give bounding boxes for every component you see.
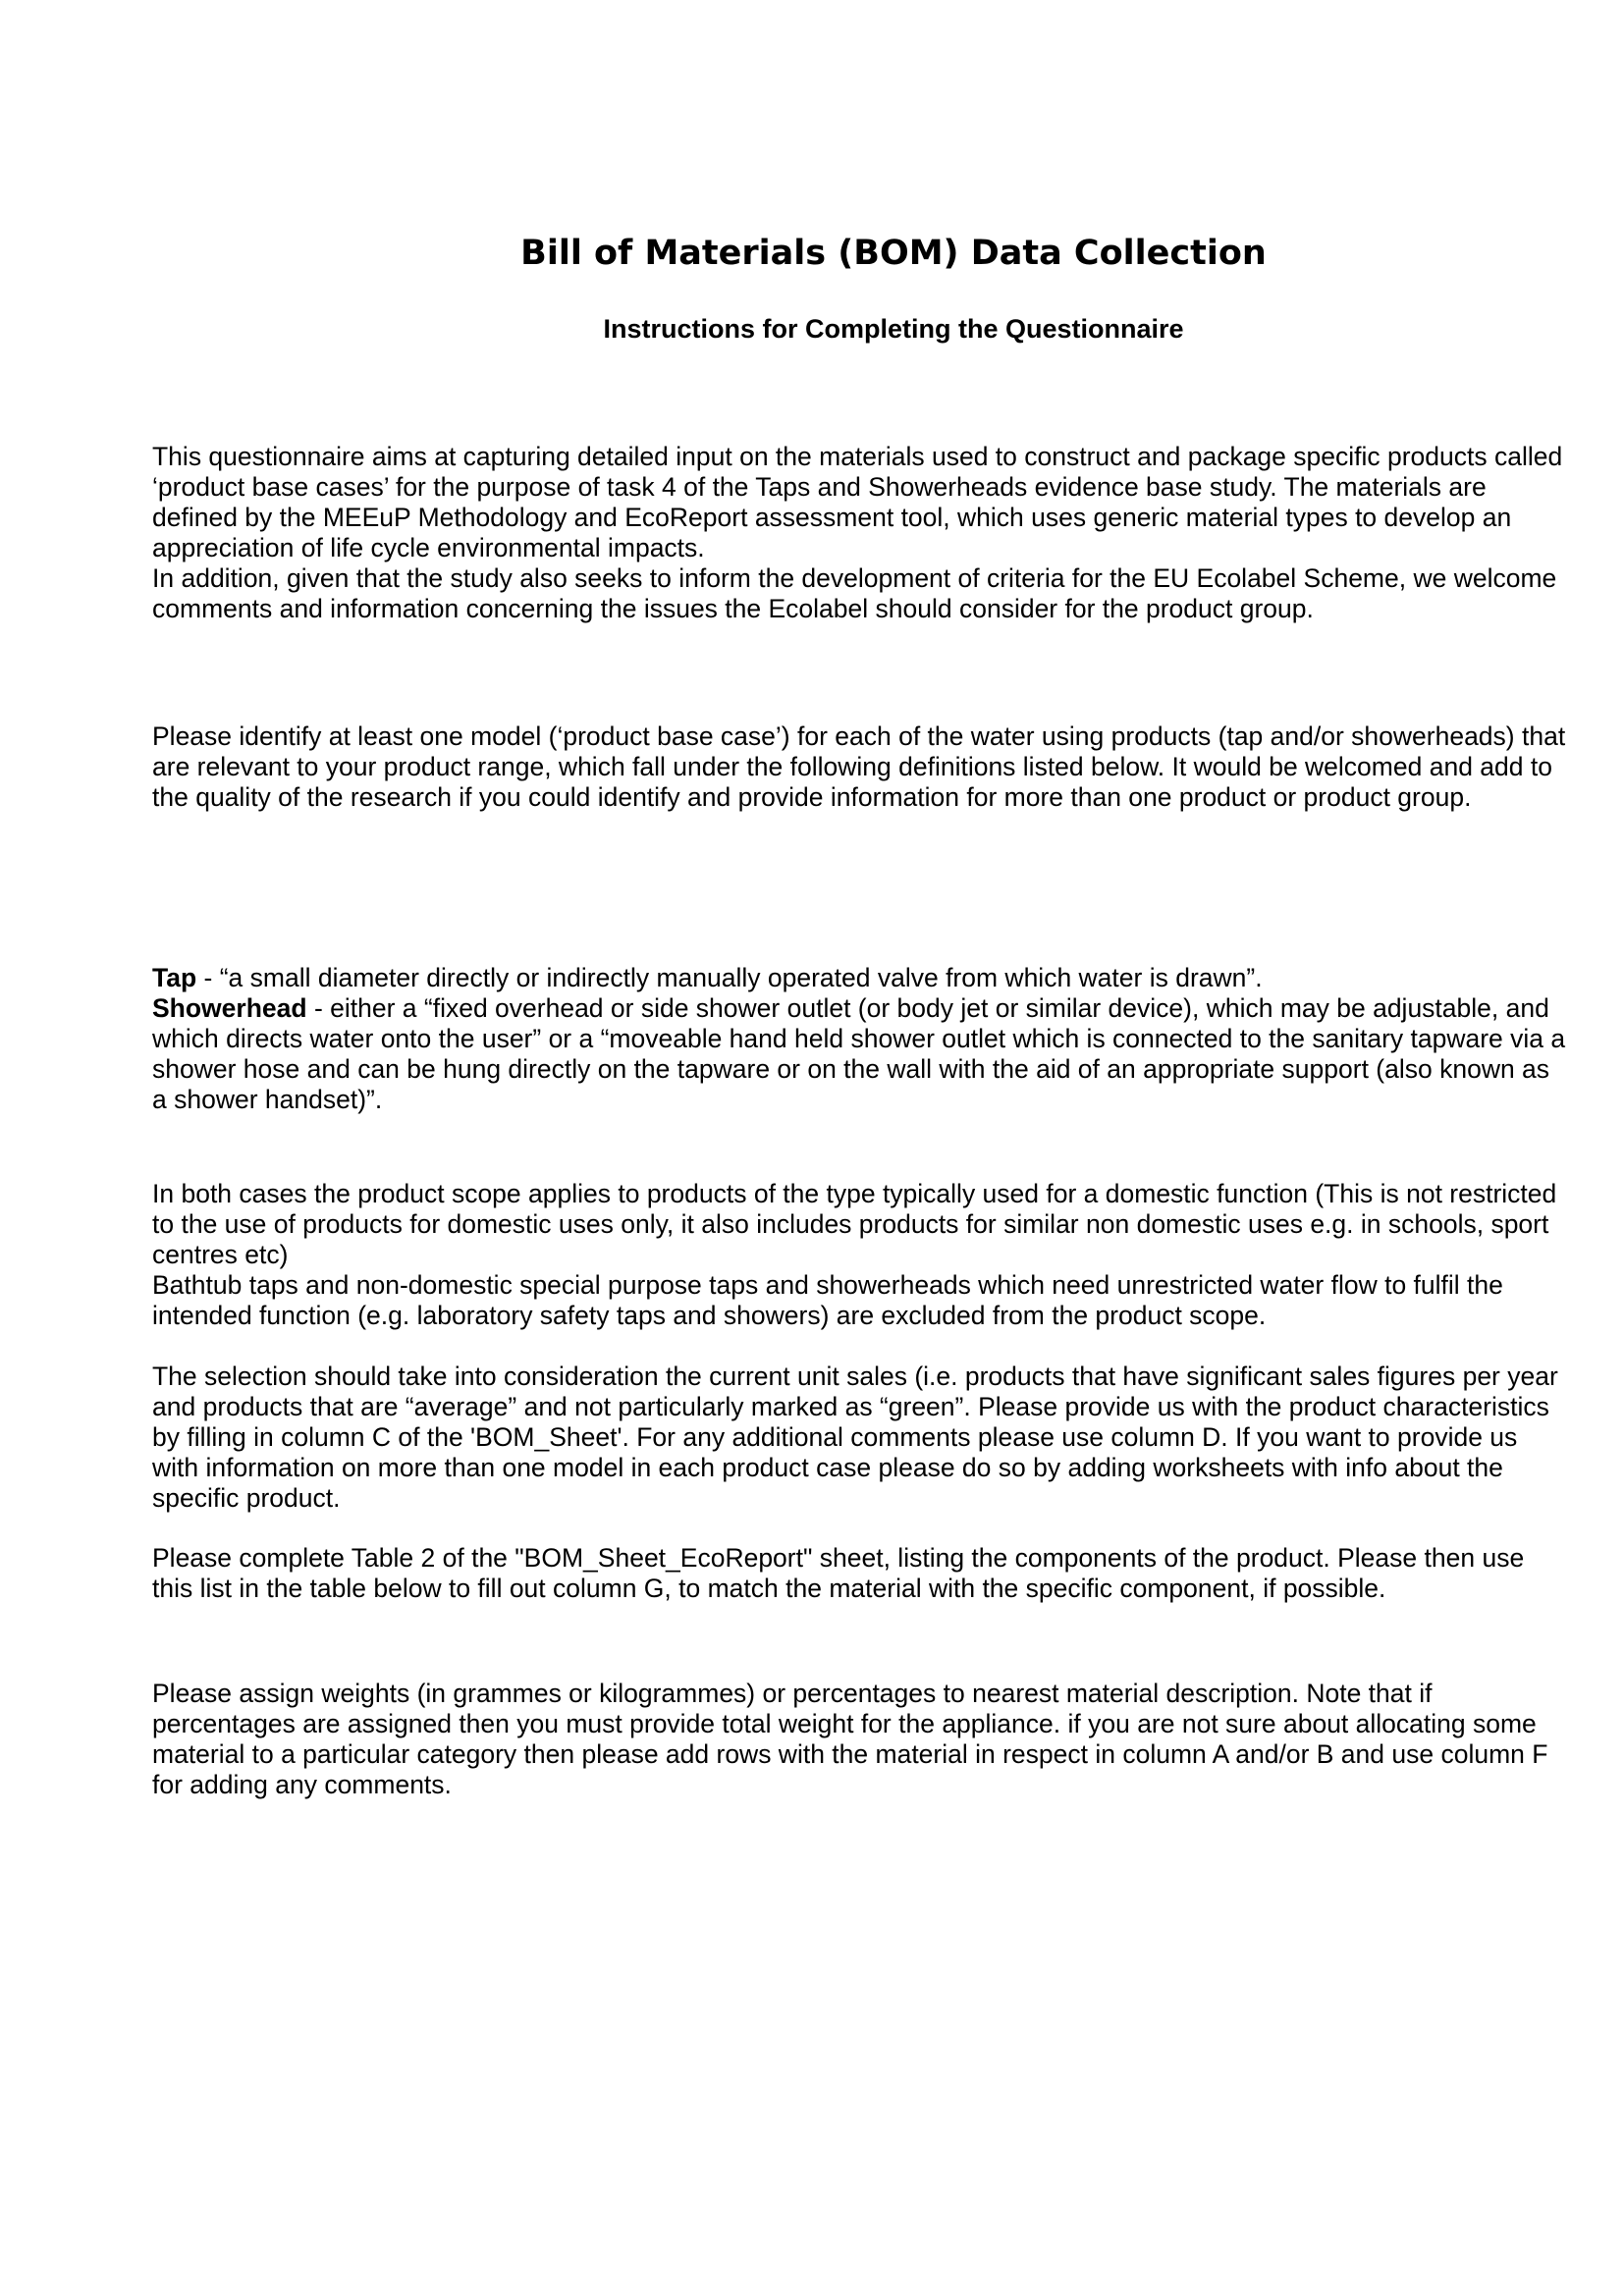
text-line: the quality of the research if you could identify and provide information for more than one product or product group.	[152, 782, 1472, 812]
tap-text: - “a small diameter directly or indirectly manually operated valve from which water is drawn”.	[196, 963, 1263, 992]
selection-paragraph	[152, 1362, 1558, 1514]
text-line: which directs water onto the user” or a “moveable hand held shower outlet which is connected to the sanitary tapware via a	[152, 1024, 1566, 1053]
text-line: ‘product base cases’ for the purpose of task 4 of the Taps and Showerheads evidence base study. The materials are	[152, 472, 1487, 502]
showerhead-term: Showerhead	[152, 993, 307, 1023]
text-line: intended function (e.g. laboratory safety taps and showers) are excluded from the product scope.	[152, 1301, 1267, 1330]
text-line: with information on more than one model in each product case please do so by adding worksheets with info about the	[152, 1453, 1503, 1482]
text-line: percentages are assigned then you must provide total weight for the appliance. if you are not sure about allocating some	[152, 1709, 1537, 1738]
scope-paragraph	[152, 1179, 1556, 1331]
text-line: appreciation of life cycle environmental impacts.	[152, 533, 705, 562]
text-line: comments and information concerning the issues the Ecolabel should consider for the product group.	[152, 594, 1314, 623]
tap-term: Tap	[152, 963, 197, 992]
identify-paragraph	[152, 721, 1565, 813]
text-line: In addition, given that the study also seeks to inform the development of criteria for the EU Ecolabel Scheme, we welcome	[152, 563, 1557, 593]
text-line: Please complete Table 2 of the "BOM_Sheet_EcoReport" sheet, listing the components of the product. Please then use	[152, 1543, 1525, 1573]
text-line: material to a particular category then please add rows with the material in respect in column A and/or B and use column F	[152, 1739, 1548, 1769]
text-line: to the use of products for domestic uses only, it also includes products for similar non domestic uses e.g. in schools, sport	[152, 1209, 1549, 1239]
text-line: defined by the MEEuP Methodology and EcoReport assessment tool, which uses generic material types to develop an	[152, 503, 1512, 532]
text-line: this list in the table below to fill out column G, to match the material with the specific component, if possible.	[152, 1574, 1386, 1603]
text-line: specific product.	[152, 1483, 341, 1513]
text-line: and products that are “average” and not particularly marked as “green”. Please provide us with the product characteristics	[152, 1392, 1549, 1421]
intro-paragraph	[152, 442, 1562, 624]
showerhead-definition	[152, 993, 1565, 1024]
text-line: for adding any comments.	[152, 1770, 452, 1799]
weights-paragraph	[152, 1679, 1547, 1800]
text-line: This questionnaire aims at capturing detailed input on the materials used to construct and package specific products called	[152, 442, 1563, 471]
definitions-paragraph	[152, 963, 1565, 1115]
text-line: The selection should take into consideration the current unit sales (i.e. products that have significant sales figures per year	[152, 1362, 1558, 1391]
text-line: centres etc)	[152, 1240, 289, 1269]
text-line: a shower handset)”.	[152, 1085, 383, 1114]
text-line: by filling in column C of the 'BOM_Sheet'. For any additional comments please use column D. If you want to provide us	[152, 1422, 1518, 1452]
text-line: are relevant to your product range, which fall under the following definitions listed below. It would be welcomed and add to	[152, 752, 1552, 781]
document-title: Bill of Materials (BOM) Data Collection	[520, 234, 1267, 273]
text-line: Please identify at least one model (‘product base case’) for each of the water using products (tap and/or showerheads) that	[152, 721, 1566, 751]
text-line: Please assign weights (in grammes or kilogrammes) or percentages to nearest material description. Note that if	[152, 1679, 1433, 1708]
showerhead-text: - either a “fixed overhead or side shower outlet (or body jet or similar device), which may be adjustable, and	[306, 993, 1549, 1023]
text-line: In both cases the product scope applies to products of the type typically used for a domestic function (This is not restricted	[152, 1179, 1557, 1208]
table2-paragraph	[152, 1543, 1524, 1604]
tap-definition	[152, 963, 1565, 993]
document-subtitle: Instructions for Completing the Questionnaire	[603, 314, 1184, 344]
text-line: Bathtub taps and non-domestic special purpose taps and showerheads which need unrestricted water flow to fulfil the	[152, 1270, 1503, 1300]
text-line: shower hose and can be hung directly on the tapware or on the wall with the aid of an appropriate support (also known as	[152, 1054, 1550, 1084]
